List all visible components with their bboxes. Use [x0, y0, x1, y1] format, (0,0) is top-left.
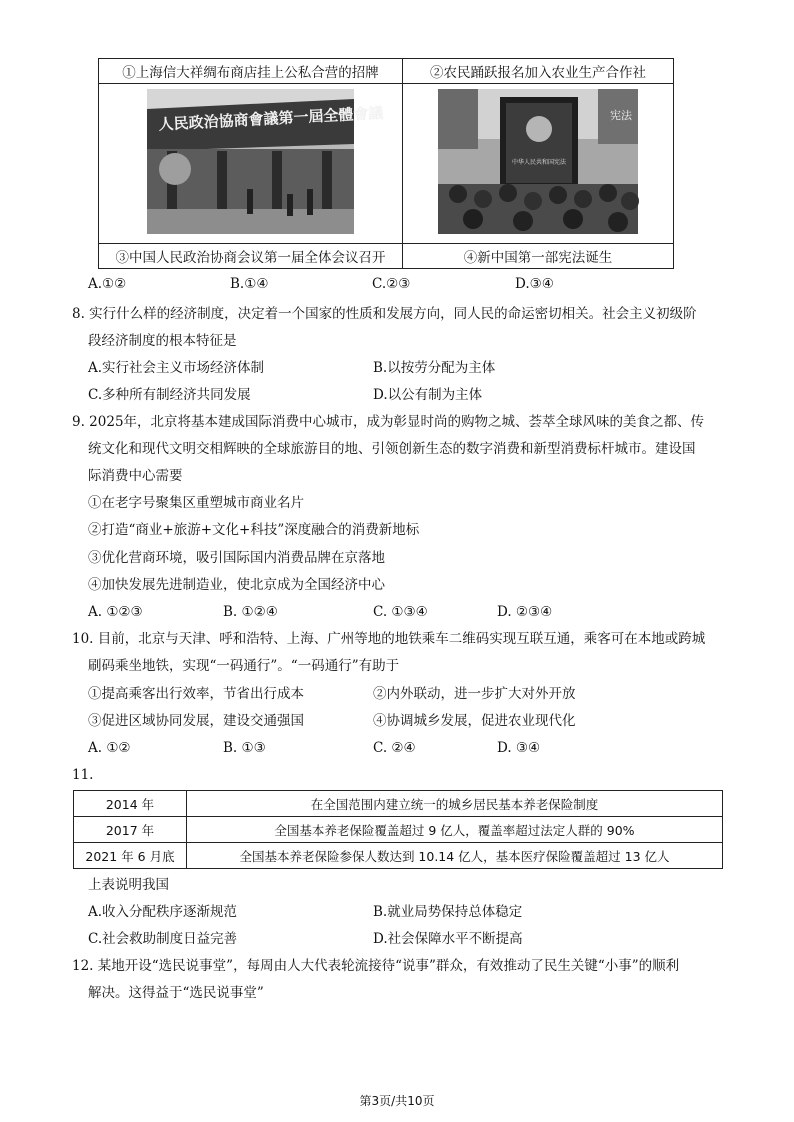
q11-option-d: D.社会保障水平不断提高	[373, 931, 523, 947]
constitution-board-text: 中华人民共和国宪法	[511, 159, 567, 166]
q11-row-1-text: 在全国范围内建立统一的城乡居民基本养老保险制度	[187, 791, 723, 817]
table-row	[74, 791, 723, 817]
q7-option-c: C.②③	[372, 276, 411, 292]
q9-stem-line-1: 9. 2025年，北京将基本建成国际消费中心城市，成为彰显时尚的购物之城、荟萃全球风味的美食之都、传	[72, 414, 705, 430]
q7-option-d: D.③④	[515, 276, 554, 292]
q11-row-1-year: 2014 年	[74, 791, 187, 817]
constitution-parade-photo	[438, 89, 638, 234]
q10-stem-line-1: 10. 目前，北京与天津、呼和浩特、上海、广州等地的地铁乘车二维码实现互联互通，乘客可在本地或跨城	[72, 631, 706, 647]
q11-stem: 上表说明我国	[88, 877, 169, 893]
q9-item-2: ②打造“商业+旅游+文化+科技”深度融合的消费新地标	[88, 522, 420, 538]
table-row	[74, 843, 723, 869]
constitution-banner-text: 宪法	[610, 109, 632, 122]
q7-cell-3: ③中国人民政治协商会议第一届全体会议召开	[99, 244, 403, 269]
q7-image-table	[98, 58, 674, 269]
cppcc-building-image	[147, 89, 384, 234]
q9-option-c: C. ①③④	[373, 604, 428, 620]
q7-photo-cell-left	[99, 84, 403, 244]
cppcc-banner-text: 人民政治協商會議第一屆全體會議	[158, 103, 384, 134]
q7-cell-4: ④新中国第一部宪法诞生	[403, 244, 674, 269]
q8-option-c: C.多种所有制经济共同发展	[88, 387, 251, 403]
q11-row-3-year: 2021 年 6 月底	[74, 843, 187, 869]
q8-option-a: A.实行社会主义市场经济体制	[88, 360, 265, 376]
q10-stem-line-2: 刷码乘坐地铁，实现“一码通行”。“一码通行”有助于	[88, 658, 400, 674]
q9-stem-line-2: 统文化和现代文明交相辉映的全球旅游目的地、引领创新生态的数字消费和新型消费标杆城市。建设国	[88, 441, 696, 457]
q9-item-3: ③优化营商环境，吸引国际国内消费品牌在京落地	[88, 550, 385, 566]
q8-stem-line-2: 段经济制度的根本特征是	[88, 333, 237, 349]
q10-item-3: ③促进区域协同发展，建设交通强国	[88, 713, 304, 729]
q9-option-a: A. ①②③	[88, 604, 143, 620]
q8-option-b: B.以按劳分配为主体	[373, 360, 496, 376]
q10-item-2: ②内外联动，进一步扩大对外开放	[373, 686, 576, 702]
table-row	[74, 817, 723, 843]
q12-stem-line-1: 12. 某地开设“选民说事堂”，每周由人大代表轮流接待“说事”群众，有效推动了民生关键“小事”的顺利	[72, 958, 680, 974]
q9-option-d: D. ②③④	[497, 604, 553, 620]
q7-photo-cell-right	[403, 84, 674, 244]
q11-row-2-text: 全国基本养老保险覆盖超过 9 亿人，覆盖率超过法定人群的 90%	[187, 817, 723, 843]
q9-item-4: ④加快发展先进制造业，使北京成为全国经济中心	[88, 577, 385, 593]
q10-option-c: C. ②④	[373, 740, 416, 756]
q8-option-d: D.以公有制为主体	[373, 387, 483, 403]
q11-data-table	[73, 790, 723, 869]
q10-option-d: D. ③④	[497, 740, 541, 756]
q9-option-b: B. ①②④	[223, 604, 278, 620]
q11-option-b: B.就业局势保持总体稳定	[373, 904, 523, 920]
q10-item-4: ④协调城乡发展，促进农业现代化	[373, 713, 576, 729]
q9-stem-line-3: 际消费中心需要	[88, 468, 183, 484]
page-number-footer: 第3页/共10页	[359, 1094, 435, 1108]
q11-option-c: C.社会救助制度日益完善	[88, 931, 238, 947]
q9-item-1: ①在老字号聚集区重塑城市商业名片	[88, 495, 304, 511]
q7-cell-1: ①上海信大祥绸布商店挂上公私合营的招牌	[99, 59, 403, 84]
q7-option-a: A.①②	[88, 276, 127, 292]
q10-item-1: ①提高乘客出行效率，节省出行成本	[88, 686, 304, 702]
q11-row-2-year: 2017 年	[74, 817, 187, 843]
constitution-parade-image	[438, 89, 638, 234]
q10-option-a: A. ①②	[88, 740, 131, 756]
q11-row-3-text: 全国基本养老保险参保人数达到 10.14 亿人，基本医疗保险覆盖超过 13 亿人	[187, 843, 723, 869]
q11-option-a: A.收入分配秩序逐渐规范	[88, 904, 238, 920]
q7-option-b: B.①④	[230, 276, 269, 292]
q10-option-b: B. ①③	[223, 740, 266, 756]
q8-stem-line-1: 8. 实行什么样的经济制度，决定着一个国家的性质和发展方向，同人民的命运密切相关。社会主义初级阶	[72, 306, 697, 322]
q7-cell-2: ②农民踊跃报名加入农业生产合作社	[403, 59, 674, 84]
cppcc-building-photo	[147, 89, 384, 234]
q12-stem-line-2: 解决。这得益于“选民说事堂”	[88, 985, 264, 1001]
q11-number: 11.	[72, 767, 94, 783]
